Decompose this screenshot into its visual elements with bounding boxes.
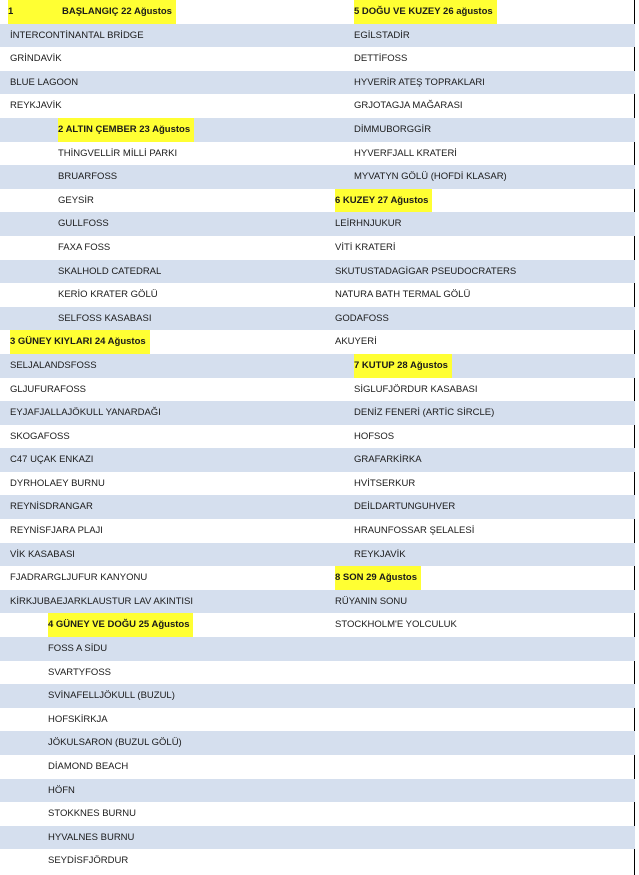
table-row xyxy=(0,354,635,378)
table-row xyxy=(0,94,635,118)
place-name: SİGLUFJÖRDUR KASABASI xyxy=(354,383,478,395)
place-name: VİK KASABASI xyxy=(10,548,75,560)
place-name: AKUYERİ xyxy=(335,336,377,348)
table-row xyxy=(0,519,635,543)
place-name: BRUARFOSS xyxy=(58,171,118,183)
day-header: 2 ALTIN ÇEMBER 23 Ağustos xyxy=(58,118,194,142)
place-name: SKALHOLD CATEDRAL xyxy=(58,265,162,277)
table-row xyxy=(0,708,635,732)
table-row xyxy=(0,378,635,402)
day-header: 7 KUTUP 28 Ağustos xyxy=(354,354,452,378)
place-name: HVİTSERKUR xyxy=(354,477,416,489)
table-row xyxy=(0,71,635,95)
place-name: HYVERİR ATEŞ TOPRAKLARI xyxy=(354,76,485,88)
place-name: DİAMOND BEACH xyxy=(48,761,129,772)
place-name: MYVATYN GÖLÜ (HOFDİ KLASAR) xyxy=(354,171,507,183)
table-row xyxy=(0,24,635,48)
place-name: JÖKULSARON (BUZUL GÖLÜ) xyxy=(48,737,182,749)
table-row xyxy=(0,779,635,803)
table-row xyxy=(0,401,635,425)
place-name: EGİLSTADİR xyxy=(354,29,410,41)
place-name: SELFOSS KASABASI xyxy=(58,312,152,324)
table-row xyxy=(0,543,635,567)
table-row xyxy=(0,236,635,260)
table-row xyxy=(0,684,635,708)
table-row xyxy=(0,118,635,142)
table-row xyxy=(0,283,635,307)
place-name: HYVALNES BURNU xyxy=(48,831,135,843)
table-row xyxy=(0,731,635,755)
table-row xyxy=(0,165,635,189)
day-header: 5 DOĞU VE KUZEY 26 ağustos xyxy=(354,0,497,24)
place-name: KERİO KRATER GÖLÜ xyxy=(58,289,158,301)
place-name: GRİNDAVİK xyxy=(10,53,62,65)
place-name: HOFSOS xyxy=(354,430,395,442)
place-name: SVİNAFELLJÖKULL (BUZUL) xyxy=(48,690,175,702)
place-name: LEİRHNJUKUR xyxy=(335,218,402,230)
place-name: GEYSİR xyxy=(58,194,94,206)
place-name: NATURA BATH TERMAL GÖLÜ xyxy=(335,289,471,301)
place-name: İNTERCONTİNANTAL BRİDGE xyxy=(10,29,144,41)
place-name: EYJAFJALLAJÖKULL YANARDAĞI xyxy=(10,407,161,419)
place-name: RÜYANIN SONU xyxy=(335,595,408,607)
place-name: STOCKHOLM'E YOLCULUK xyxy=(335,619,457,631)
day-header: BAŞLANGIÇ 22 Ağustos xyxy=(62,0,176,24)
place-name: SKUTUSTADAGİGAR PSEUDOCRATERS xyxy=(335,265,517,277)
place-name: REYKJAVİK xyxy=(10,100,62,112)
table-row xyxy=(0,661,635,685)
table-row xyxy=(0,566,635,590)
table-row xyxy=(0,212,635,236)
place-name: DEİLDARTUNGUHVER xyxy=(354,501,456,513)
table-row xyxy=(0,425,635,449)
place-name: DYRHOLAEY BURNU xyxy=(10,477,105,489)
place-name: VİTİ KRATERİ xyxy=(335,241,396,253)
table-row xyxy=(0,448,635,472)
day-header: 3 GÜNEY KIYLARI 24 Ağustos xyxy=(10,330,150,354)
place-name: DETTİFOSS xyxy=(354,53,408,65)
place-name: HOFSKİRKJA xyxy=(48,713,108,725)
table-row xyxy=(0,307,635,331)
table-row xyxy=(0,590,635,614)
place-name: REYNİSDRANGAR xyxy=(10,501,93,513)
place-name: GODAFOSS xyxy=(335,312,389,324)
place-name: THİNGVELLİR MİLLİ PARKI xyxy=(58,147,178,159)
place-name: HYVERFJALL KRATERİ xyxy=(354,147,457,159)
place-name: REYNİSFJARA PLAJI xyxy=(10,525,103,537)
table-row xyxy=(0,142,635,166)
place-name: FOSS A SİDU xyxy=(48,643,108,655)
table-row xyxy=(0,826,635,850)
place-name: SEYDİSFJÖRDUR xyxy=(48,855,129,867)
table-row xyxy=(0,495,635,519)
place-name: GLJUFURAFOSS xyxy=(10,383,87,395)
place-name: C47 UÇAK ENKAZI xyxy=(10,454,94,466)
table-row xyxy=(0,802,635,826)
table-row xyxy=(0,189,635,213)
table-row xyxy=(0,0,635,24)
table-row xyxy=(0,47,635,71)
place-name: DENİZ FENERİ (ARTİC SİRCLE) xyxy=(354,407,495,419)
table-row xyxy=(0,613,635,637)
place-name: FJADRARGLJUFUR KANYONU xyxy=(10,572,148,584)
place-name: KİRKJUBAEJARKLAUSTUR LAV AKINTISI xyxy=(10,595,194,607)
place-name: SKOGAFOSS xyxy=(10,430,70,442)
place-name: GRJOTAGJA MAĞARASI xyxy=(354,100,463,112)
day-header: 8 SON 29 Ağustos xyxy=(335,566,421,590)
table-row xyxy=(0,755,635,779)
table-row xyxy=(0,330,635,354)
place-name: STOKKNES BURNU xyxy=(48,808,136,820)
table-row xyxy=(0,260,635,284)
place-name: SELJALANDSFOSS xyxy=(10,359,97,371)
place-name: DİMMUBORGGİR xyxy=(354,123,432,135)
place-name: HRAUNFOSSAR ŞELALESİ xyxy=(354,525,475,537)
day-header: 6 KUZEY 27 Ağustos xyxy=(335,189,432,213)
place-name: REYKJAVİK xyxy=(354,548,406,560)
table-row xyxy=(0,472,635,496)
table-row xyxy=(0,637,635,661)
place-name: HÖFN xyxy=(48,784,75,796)
place-name: FAXA FOSS xyxy=(58,241,111,253)
table-row xyxy=(0,849,635,873)
day-number: 1 xyxy=(8,0,162,24)
place-name: GULLFOSS xyxy=(58,218,109,230)
place-name: BLUE LAGOON xyxy=(10,76,79,88)
day-header: 4 GÜNEY VE DOĞU 25 Ağustos xyxy=(48,613,193,637)
place-name: SVARTYFOSS xyxy=(48,666,111,678)
place-name: GRAFARKİRKA xyxy=(354,454,422,466)
